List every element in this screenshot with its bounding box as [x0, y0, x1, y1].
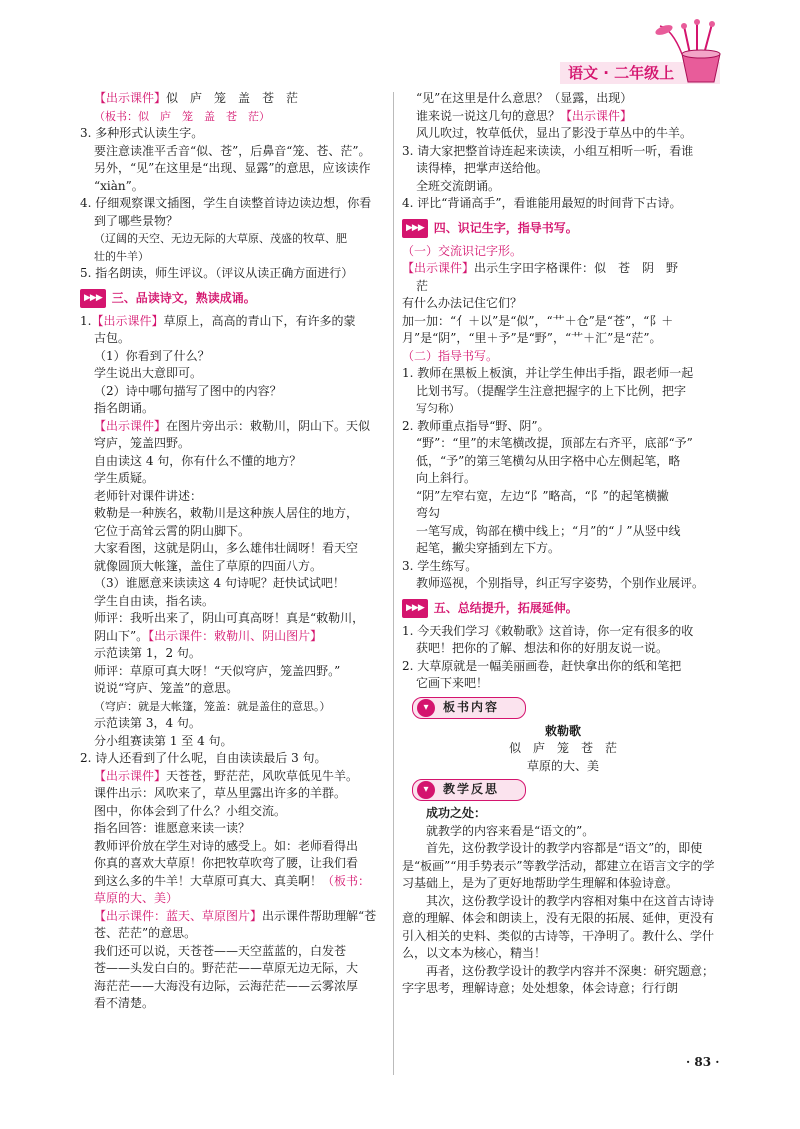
text-line: 壮的牛羊）	[94, 249, 149, 263]
section-heading-5	[402, 599, 724, 619]
text-line: 弯勾	[416, 506, 441, 520]
text-line: 图中，你体会到了什么？小组交流。	[94, 803, 287, 818]
section-title: 三、品读诗文，熟读成诵。	[111, 290, 256, 305]
left-column	[80, 90, 400, 1013]
subheading: （一）交流识记字形。	[402, 243, 523, 258]
text-line: 看不清楚。	[94, 996, 155, 1010]
reflection	[402, 805, 724, 998]
text-line: 茫	[416, 278, 429, 293]
text-line: 师评：我听出来了，阴山可真高呀！真是“敕勒川，	[94, 611, 365, 625]
text-line: 写匀称）	[416, 402, 460, 415]
text-line: 示范读第 3，4 句。	[94, 716, 201, 730]
right-column	[402, 90, 724, 998]
board-chars: 似 庐 笼 苍 茫	[508, 741, 617, 755]
paragraph: 首先，这份教学设计的教学内容都是“语文”的，即使是“板画”“用手势表示”等教学活动，都建立在语言文字的学习基础上，是为了更好地帮助学生理解和体验诗意。	[402, 841, 715, 890]
text-line: 2. 诗人还看到了什么呢，自由读读最后 3 句。	[80, 751, 327, 765]
text-line: 我们还可以说，天苍苍——天空蓝蓝的，白发苍	[94, 943, 347, 958]
text-line: 指名回答：谁愿意来读一读？	[94, 821, 251, 835]
text-line: 它位于高耸云霄的阴山脚下。	[94, 523, 251, 538]
paragraph: 再者，这份教学设计的教学内容并不深奥：研究题意；字字思考，理解诗意；处处想象，体会诗意；行行朗	[402, 963, 715, 995]
text-line: 2. 教师重点指导“野、阴”。	[402, 418, 550, 433]
text-line: 4. 仔细观察课文插图，学生自读整首诗边读边想，你看	[80, 196, 372, 210]
text-line: 加一加：“亻＋以”是“似”，“艹＋仓”是“苍”，“阝＋	[402, 313, 674, 328]
text-line: 阴山下”。【出示课件：敕勒川、阴山图片】	[94, 628, 323, 643]
arrow-badge-icon: ▶▶▶	[402, 599, 428, 619]
header-title: 语文 · 二年级上	[568, 64, 675, 82]
text-line: “野”：“里”的末笔横改提，顶部左右齐平，底部“予”	[416, 436, 693, 450]
text-line: 学生自由读，指名读。	[94, 593, 215, 608]
text-line: 示范读第 1，2 句。	[94, 646, 201, 660]
text-line: 有什么办法记住它们？	[402, 296, 523, 310]
section-title: 五、总结提升，拓展延伸。	[433, 600, 578, 615]
paragraph: 就教学的内容来看是“语文的”。	[426, 823, 595, 838]
reflection-heading: 成功之处：	[426, 806, 487, 820]
page-number: · 83 ·	[686, 1055, 720, 1069]
text-line: 1. 教师在黑板上板演，并让学生伸出手指，跟老师一起	[402, 366, 694, 380]
board-content	[402, 723, 724, 776]
text-line: 指名朗诵。	[94, 401, 155, 415]
text-line: 风儿吹过，牧草低伏，显出了影没于草丛中的牛羊。	[416, 126, 693, 140]
text-line: 1.【出示课件】草原上，高高的青山下，有许多的蒙	[80, 313, 356, 328]
text-line: “xiàn”。	[94, 178, 144, 193]
board-title: 敕勒歌	[544, 723, 581, 738]
text-line: 【出示课件】在图片旁出示：敕勒川，阴山下。天似	[94, 418, 371, 433]
section-title: 四、识记生字，指导书写。	[433, 220, 578, 235]
text-line: 一笔写成，钩部在横中线上；“月”的“丿”从竖中线	[416, 523, 681, 538]
flower-pot-icon	[652, 14, 742, 94]
subheading: （二）指导书写。	[402, 348, 499, 363]
text-line: 5. 指名朗读，师生评议。（评议从读正确方面进行）	[80, 266, 354, 280]
text-line: 就像圆顶大帐篷，盖住了草原的四面八方。	[94, 558, 323, 573]
reflection-label: ▾ 教学反思	[412, 779, 526, 801]
board-content-label: ▾ 板书内容	[412, 697, 526, 719]
text-line: 全班交流朗诵。	[416, 178, 501, 193]
text-line: 你真的喜欢大草原！你把牧草吹弯了腰，让我们看	[94, 856, 359, 870]
chevron-down-icon: ▾	[417, 699, 435, 717]
text-line: 【出示课件】似 庐 笼 盖 苍 茫	[94, 91, 299, 105]
text-line: 老师针对课件讲述：	[94, 488, 203, 503]
text-line: 谁来说一说这几句的意思？【出示课件】	[416, 108, 633, 123]
text-line: 向上斜行。	[416, 471, 477, 485]
text-line: 古包。	[94, 331, 131, 345]
text-line: 教师评价放在学生对诗的感受上。如：老师看得出	[94, 838, 359, 853]
text-line: 3. 学生练写。	[402, 558, 478, 573]
text-line: 1. 今天我们学习《敕勒歌》这首诗，你一定有很多的收	[402, 623, 694, 638]
text-line: 【出示课件】天苍苍，野茫茫，风吹草低见牛羊。	[94, 768, 359, 783]
text-line: 另外，“见”在这里是“出现、显露”的意思，应该读作	[94, 161, 371, 175]
text-line: 学生质疑。	[94, 471, 155, 485]
text-line: 苍、茫茫”的意思。	[94, 926, 197, 940]
text-line: （2）诗中哪句描写了图中的内容？	[94, 383, 282, 398]
text-line: 3. 请大家把整首诗连起来读读，小组互相听一听，看谁	[402, 143, 694, 158]
text-line: 自由读这 4 句，你有什么不懂的地方？	[94, 453, 302, 468]
text-line: 【出示课件】出示生字田字格课件：似 苍 阴 野	[402, 261, 679, 275]
text-line: 【出示课件：蓝天、草原图片】出示课件帮助理解“苍	[94, 908, 377, 923]
text-line: 比划书写。（提醒学生注意把握字的上下比例，把字	[416, 383, 687, 398]
arrow-badge-icon: ▶▶▶	[80, 289, 106, 309]
text-line: 低，“予”的第三笔横勾从田字格中心左侧起笔，略	[416, 453, 681, 468]
section-heading-4	[402, 219, 724, 239]
text-line: 分小组赛读第 1 至 4 句。	[94, 733, 233, 748]
text-line: 师评：草原可真大呀！“天似穹庐，笼盖四野。”	[94, 663, 341, 678]
text-line: 4. 评比“背诵高手”，看谁能用最短的时间背下古诗。	[402, 196, 682, 210]
text-line: 获吧！把你的了解、想法和你的好朋友说一说。	[416, 641, 669, 655]
text-line: 学生说出大意即可。	[94, 366, 203, 380]
text-line: 到了哪些景物？	[94, 213, 179, 228]
text-line: 苍——头发白白的。野茫茫——草原无边无际，大	[94, 961, 359, 975]
text-line: （辽阔的天空、无边无际的大草原、茂盛的牧草、肥	[94, 232, 347, 245]
text-line: 海茫茫——大海没有边际，云海茫茫——云雾浓厚	[94, 978, 359, 993]
text-line: 读得棒，把掌声送给他。	[416, 161, 549, 175]
text-line: 它画下来吧！	[416, 676, 489, 690]
text-line: （1）你看到了什么？	[94, 348, 210, 363]
text-line: 要注意读准平舌音“似、苍”，后鼻音“笼、苍、茫”。	[94, 143, 371, 158]
text-line: 穹庐，笼盖四野。	[94, 436, 191, 450]
text-line: 敕勒是一种族名，敕勒川是这种族人居住的地方，	[94, 506, 359, 520]
board-note: 草原的大、美	[526, 758, 599, 773]
text-line: 大家看图，这就是阴山，多么雄伟壮阔呀！看天空	[94, 541, 359, 555]
text-line: “见”在这里是什么意思？（显露，出现）	[416, 91, 633, 105]
text-line: “阴”左窄右宽，左边“阝”略高，“阝”的起笔横撇	[416, 488, 669, 503]
arrow-badge-icon: ▶▶▶	[402, 219, 428, 239]
text-line: （穹庐：就是大帐篷，笼盖：就是盖住的意思。）	[94, 699, 331, 713]
text-line: 3. 多种形式认读生字。	[80, 126, 204, 140]
section-heading-3	[80, 289, 400, 309]
text-line: 2. 大草原就是一幅美丽画卷，赶快拿出你的纸和笔把	[402, 658, 682, 673]
text-line: （3）谁愿意来读读这 4 句诗呢？赶快试试吧！	[94, 576, 345, 590]
text-line: 起笔，撇尖穿插到左下方。	[416, 541, 561, 555]
text-line: 教师巡视，个别指导，纠正写字姿势，个别作业展评。	[416, 576, 705, 590]
text-line: 课件出示：风吹来了，草丛里露出许多的羊群。	[94, 786, 347, 800]
text-line: 草原的大、美）	[94, 891, 179, 905]
note-line: （板书：似 庐 笼 盖 苍 茫）	[94, 109, 270, 123]
paragraph: 其次，这份教学设计的教学内容相对集中在这首古诗诗意的理解、体会和朗读上，没有无限的拓展、延伸，更没有引入相关的史料、类似的古诗等，干净明了。教什么、学什么，以文本为核心，精当！	[402, 893, 715, 960]
text-line: 说说“穹庐、笼盖”的意思。	[94, 681, 239, 695]
text-line: 月”是“阴”，“里＋予”是“野”，“艹＋汇”是“茫”。	[402, 331, 662, 345]
text-line: 到这么多的牛羊！大草原可真大、真美啊！（板书：	[94, 873, 371, 888]
chevron-down-icon: ▾	[417, 781, 435, 799]
